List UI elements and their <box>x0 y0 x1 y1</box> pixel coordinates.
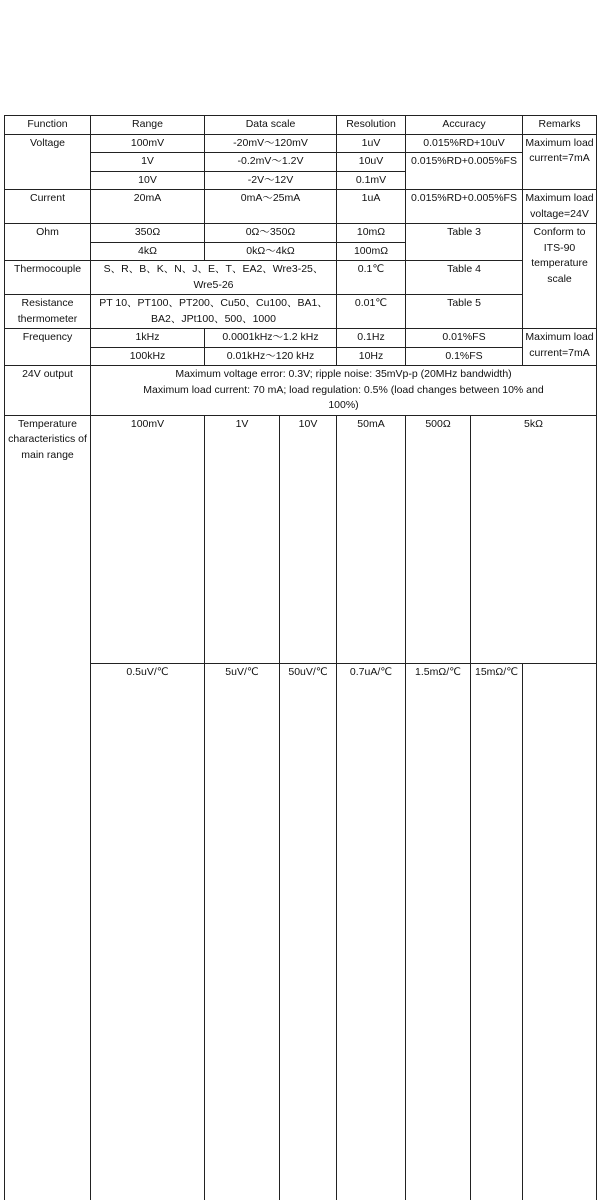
frequency-accuracy-2: 0.1%FS <box>406 347 523 366</box>
frequency-range-1: 1kHz <box>91 329 205 348</box>
rtd-function: Resistance thermometer <box>5 295 91 329</box>
tempchar-value-3: 50uV/℃ <box>280 663 337 1200</box>
tempchar-value-1: 0.5uV/℃ <box>91 663 205 1200</box>
header-function: Function <box>5 116 91 135</box>
thermocouple-row <box>5 261 597 295</box>
frequency-range-2: 100kHz <box>91 347 205 366</box>
tempchar-row-2 <box>5 663 597 1200</box>
voltage-row-2 <box>5 153 597 172</box>
frequency-function: Frequency <box>5 329 91 366</box>
rtd-accuracy: Table 5 <box>406 295 523 329</box>
header-resolution: Resolution <box>337 116 406 135</box>
tempchar-range-6: 5kΩ <box>471 415 597 663</box>
tempchar-value-5: 1.5mΩ/℃ <box>406 663 471 1200</box>
frequency-scale-1: 0.0001kHz～1.2 kHz <box>205 329 337 348</box>
tempchar-value-4: 0.7uA/℃ <box>337 663 406 1200</box>
rtd-range: PT 10、PT100、PT200、Cu50、Cu100、BA1、BA2、JPt100、500、1000 <box>91 295 337 329</box>
voltage-accuracy-shared: 0.015%RD+0.005%FS <box>406 153 523 190</box>
ohm-range-1: 350Ω <box>91 224 205 243</box>
current-remarks: Maximum load voltage=24V <box>523 190 597 224</box>
output24v-line-1: Maximum voltage error: 0.3V; ripple noise: 35mVp-p (20MHz bandwidth) <box>175 368 512 380</box>
ohm-remarks: Conform to ITS-90 temperature scale <box>523 224 597 329</box>
tempchar-value-2: 5uV/℃ <box>205 663 280 1200</box>
tempchar-range-5: 500Ω <box>406 415 471 663</box>
frequency-accuracy-1: 0.01%FS <box>406 329 523 348</box>
header-range: Range <box>91 116 205 135</box>
tempchar-range-2: 1V <box>205 415 280 663</box>
voltage-accuracy-1: 0.015%RD+10uV <box>406 134 523 153</box>
spec-table <box>4 115 597 1200</box>
ohm-resolution-1: 10mΩ <box>337 224 406 243</box>
voltage-resolution-3: 0.1mV <box>337 171 406 190</box>
voltage-range-1: 100mV <box>91 134 205 153</box>
current-accuracy: 0.015%RD+0.005%FS <box>406 190 523 224</box>
voltage-resolution-1: 1uV <box>337 134 406 153</box>
voltage-resolution-2: 10uV <box>337 153 406 172</box>
tempchar-range-3: 10V <box>280 415 337 663</box>
voltage-range-3: 10V <box>91 171 205 190</box>
current-function: Current <box>5 190 91 224</box>
header-accuracy: Accuracy <box>406 116 523 135</box>
rtd-resolution: 0.01℃ <box>337 295 406 329</box>
thermocouple-resolution: 0.1℃ <box>337 261 406 295</box>
tempchar-range-4: 50mA <box>337 415 406 663</box>
header-remarks: Remarks <box>523 116 597 135</box>
frequency-row-1 <box>5 329 597 348</box>
thermocouple-range: S、R、B、K、N、J、E、T、EA2、Wre3-25、Wre5-26 <box>91 261 337 295</box>
voltage-function: Voltage <box>5 134 91 190</box>
ohm-scale-2: 0kΩ～4kΩ <box>205 242 337 261</box>
ohm-accuracy: Table 3 <box>406 224 523 261</box>
ohm-resolution-2: 100mΩ <box>337 242 406 261</box>
header-row <box>5 116 597 135</box>
voltage-scale-3: -2V～12V <box>205 171 337 190</box>
frequency-resolution-1: 0.1Hz <box>337 329 406 348</box>
output24v-line-2: Maximum load current: 70 mA; load regulation: 0.5% (load changes between 10% and 100%) <box>143 383 544 411</box>
current-scale: 0mA～25mA <box>205 190 337 224</box>
current-row <box>5 190 597 224</box>
thermocouple-accuracy: Table 4 <box>406 261 523 295</box>
tempchar-row-1 <box>5 415 597 663</box>
voltage-remarks: Maximum load current=7mA <box>523 134 597 190</box>
ohm-range-2: 4kΩ <box>91 242 205 261</box>
frequency-remarks: Maximum load current=7mA <box>523 329 597 366</box>
output24v-row <box>5 366 597 416</box>
voltage-row-1 <box>5 134 597 153</box>
current-range: 20mA <box>91 190 205 224</box>
tempchar-range-1: 100mV <box>91 415 205 663</box>
thermocouple-function: Thermocouple <box>5 261 91 295</box>
tempchar-value-6: 15mΩ/℃ <box>471 663 523 1200</box>
current-resolution: 1uA <box>337 190 406 224</box>
voltage-scale-2: -0.2mV～1.2V <box>205 153 337 172</box>
ohm-scale-1: 0Ω～350Ω <box>205 224 337 243</box>
voltage-range-2: 1V <box>91 153 205 172</box>
output24v-function: 24V output <box>5 366 91 416</box>
ohm-function: Ohm <box>5 224 91 261</box>
frequency-row-2 <box>5 347 597 366</box>
rtd-row <box>5 295 597 329</box>
frequency-resolution-2: 10Hz <box>337 347 406 366</box>
header-data-scale: Data scale <box>205 116 337 135</box>
voltage-scale-1: -20mV～120mV <box>205 134 337 153</box>
output24v-description <box>91 366 597 416</box>
tempchar-function: Temperature characteristics of main range <box>5 415 91 1200</box>
ohm-row-1 <box>5 224 597 243</box>
frequency-scale-2: 0.01kHz～120 kHz <box>205 347 337 366</box>
